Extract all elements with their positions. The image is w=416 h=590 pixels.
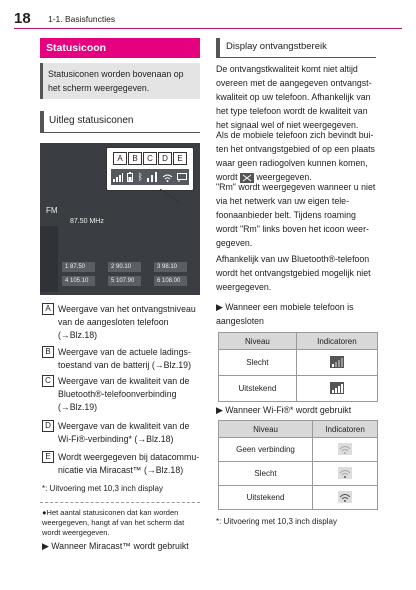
- footnote-asterisk-right: *: Uitvoering met 10,3 inch display: [216, 517, 337, 526]
- phone-signal-table: [218, 332, 378, 402]
- legend-item-b: B Weergave van de actuele ladings- toestand van de batterij (→Blz.19): [42, 346, 202, 372]
- paragraph-bluetooth: Afhankelijk van uw Bluetooth®-telefoon wordt het ontvangstgebied mogelijk niet weergegeven.: [216, 254, 371, 292]
- table-header: Niveau: [219, 421, 313, 438]
- wifi-none-icon: [338, 443, 352, 455]
- legend-item-c: C Weergave van de kwaliteit van de Bluetooth®-telefoonverbinding (→Blz.19): [42, 375, 202, 414]
- divider: [40, 502, 200, 503]
- table-cell-level: Slecht: [219, 350, 297, 376]
- legend-item-d: D Weergave van de kwaliteit van de Wi-Fi®-verbinding* (→Blz.18): [42, 420, 202, 446]
- table-cell-indicator: [313, 486, 378, 510]
- legend-item-a: A Weergave van het ontvangstniveau van de aangesloten telefoon (→Blz.18): [42, 303, 202, 342]
- status-icon-heading: Statusicoon: [40, 38, 200, 58]
- table-cell-indicator: [313, 438, 378, 462]
- preset-button: 3 98.10: [154, 262, 187, 272]
- table-cell-indicator: [296, 376, 377, 402]
- paragraph-roaming: "Rm" wordt weergegeven wanneer u niet via het netwerk van uw eigen tele- foonaanbieder belt. Tijdens roaming wordt "Rm" links boven het icoon weer- gegeven.: [216, 182, 376, 248]
- callout-label-d: D: [158, 152, 172, 165]
- status-icons-bar: [111, 169, 189, 185]
- table-header: Indicatoren: [296, 333, 377, 350]
- callout-label-b: B: [128, 152, 142, 165]
- miracast-heading: ▶ Wanneer Miracast™ wordt gebruikt: [42, 541, 189, 551]
- full-signal-icon: [330, 382, 344, 394]
- signal-bars-icon: [113, 173, 123, 182]
- page-number: 18: [14, 10, 31, 27]
- miracast-icon: [177, 173, 187, 182]
- bluetooth-signal-icon: [147, 172, 157, 182]
- reception-heading: Display ontvangstbereik: [216, 38, 376, 58]
- wifi-weak-icon: [338, 467, 352, 479]
- screen-frequency: 87.50 MHz: [70, 218, 104, 225]
- preset-button: 6 108.00: [154, 276, 187, 286]
- status-icon-callout: [106, 147, 194, 191]
- table-cell-level: Uitstekend: [219, 486, 313, 510]
- table-cell-indicator: [313, 462, 378, 486]
- callout-label-a: A: [113, 152, 127, 165]
- section-title: 1-1. Basisfuncties: [48, 14, 116, 24]
- bluetooth-icon: ᛒ: [137, 172, 144, 182]
- paragraph-out-of-range: Als de mobiele telefoon zich bevindt bui- ten het ontvangstgebied of op een plaats waar geen radiogolven kunnen komen, wordt weergegeven.: [216, 130, 375, 182]
- phone-heading: ▶ Wanneer een mobiele telefoon is aangesloten: [216, 302, 354, 326]
- table-header: Niveau: [219, 333, 297, 350]
- table-cell-level: Slecht: [219, 462, 313, 486]
- table-header: Indicatoren: [313, 421, 378, 438]
- preset-button: 2 90.10: [108, 262, 141, 272]
- table-cell-level: Uitstekend: [219, 376, 297, 402]
- screen-sidebar: [40, 226, 58, 292]
- callout-pointer: [150, 189, 190, 205]
- wifi-full-icon: [338, 491, 352, 503]
- callout-label-c: C: [143, 152, 157, 165]
- legend-item-e: E Wordt weergegeven bij datacommu- nicatie via Miracast™ (→Blz.18): [42, 451, 202, 477]
- table-cell-level: Geen verbinding: [219, 438, 313, 462]
- preset-button: 5 107.90: [108, 276, 141, 286]
- preset-grid: [62, 262, 198, 294]
- subsection-heading: Uitleg statusiconen: [40, 111, 200, 133]
- footnote-asterisk: *: Uitvoering met 10,3 inch display: [42, 484, 163, 493]
- header-rule: [14, 28, 402, 29]
- wifi-icon: [162, 173, 173, 182]
- wifi-heading: ▶ Wanneer Wi-Fi®* wordt gebruikt: [216, 405, 352, 415]
- screen-mode: FM: [46, 206, 58, 215]
- preset-button: 1 87.50: [62, 262, 95, 272]
- wifi-signal-table: [218, 420, 378, 510]
- preset-button: 4 105.10: [62, 276, 95, 286]
- weak-signal-icon: [330, 356, 344, 368]
- intro-box: Statusiconen worden bovenaan op het scherm weergegeven.: [40, 63, 200, 99]
- callout-label-e: E: [173, 152, 187, 165]
- table-cell-indicator: [296, 350, 377, 376]
- battery-icon: [127, 172, 133, 182]
- paragraph-quality: De ontvangstkwaliteit komt niet altijd overeen met de aangegeven ontvangst- kwaliteit op uw telefoon. Afhankelijk van het type telefoon wordt de kwaliteit van het signaal wel of niet weergegeven.: [216, 64, 372, 130]
- info-note: ●Het aantal statusiconen dat kan worden weergegeven, hangt af van het scherm dat wordt weergegeven.: [42, 508, 185, 537]
